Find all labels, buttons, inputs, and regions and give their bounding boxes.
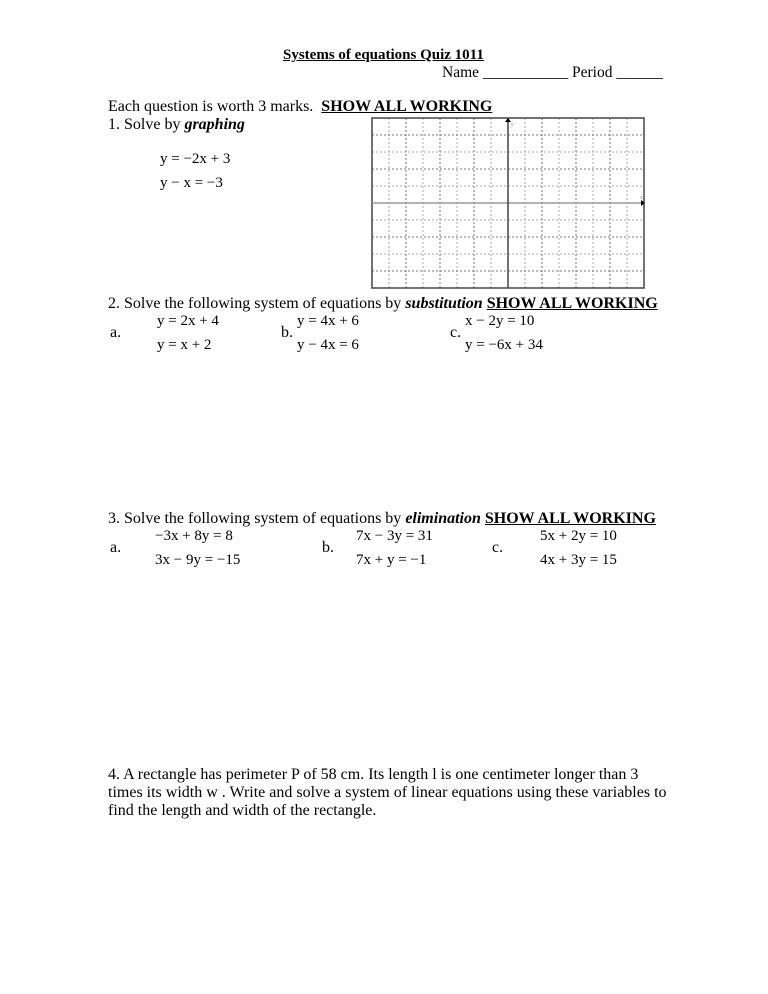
question-2-prompt (108, 295, 658, 313)
name-blank: ___________ (482, 64, 569, 81)
q3-method: elimination (405, 510, 481, 527)
instructions-text: Each question is worth 3 marks. (108, 98, 314, 115)
q2-part-a-eq1: y = 2x + 4 (157, 313, 219, 329)
q3-part-a-eq1: −3x + 8y = 8 (155, 528, 233, 544)
show-working-emphasis: SHOW ALL WORKING (321, 98, 493, 115)
q1-prefix: 1. Solve by (108, 116, 185, 133)
name-label: Name (442, 64, 480, 81)
q1-equation-2: y − x = −3 (160, 175, 223, 191)
q2-part-b-eq2: y − 4x = 6 (297, 337, 359, 353)
q2-part-c-eq2: y = −6x + 34 (465, 337, 543, 353)
q3-part-b-eq2: 7x + y = −1 (356, 552, 427, 568)
question-3-prompt (108, 510, 656, 528)
q2-method: substitution (405, 295, 483, 312)
q2-part-c-eq1: x − 2y = 10 (465, 313, 535, 329)
q2-part-a-label: a. (110, 324, 122, 341)
q2-part-c-label: c. (450, 324, 462, 341)
q2-prefix: 2. Solve the following system of equations by (108, 295, 406, 312)
period-blank: ______ (616, 64, 663, 81)
q3-prefix: 3. Solve the following system of equations by (108, 510, 406, 527)
question-4-line-1: 4. A rectangle has perimeter P of 58 cm. Its length l is one centimeter longer than 3 (108, 766, 639, 783)
question-1-prompt (108, 116, 245, 134)
q1-method: graphing (184, 116, 245, 133)
q3-part-b-eq1: 7x − 3y = 31 (356, 528, 433, 544)
q3-part-c-eq2: 4x + 3y = 15 (540, 552, 617, 568)
q2-emphasis: SHOW ALL WORKING (486, 295, 658, 312)
q3-part-c-label: c. (492, 539, 504, 556)
period-label: Period (572, 64, 613, 81)
q2-part-b-label: b. (281, 324, 293, 341)
q3-part-a-label: a. (110, 539, 122, 556)
question-4-line-3: find the length and width of the rectangle. (108, 802, 377, 819)
name-period-row (442, 64, 663, 82)
x-axis-label: x (640, 195, 643, 201)
coordinate-grid[interactable] (370, 116, 650, 292)
question-4-line-2: times its width w . Write and solve a system of linear equations using these variables to (108, 784, 667, 801)
q3-part-c-eq1: 5x + 2y = 10 (540, 528, 617, 544)
q3-part-b-label: b. (322, 539, 334, 556)
y-axis-label: y (511, 122, 514, 128)
instructions (108, 98, 492, 116)
quiz-title: Systems of equations Quiz 1011 (283, 47, 484, 63)
q2-part-a-eq2: y = x + 2 (157, 337, 212, 353)
q2-part-b-eq1: y = 4x + 6 (297, 313, 359, 329)
q1-equation-1: y = −2x + 3 (160, 151, 231, 167)
q3-part-a-eq2: 3x − 9y = −15 (155, 552, 241, 568)
q3-emphasis: SHOW ALL WORKING (484, 510, 656, 527)
